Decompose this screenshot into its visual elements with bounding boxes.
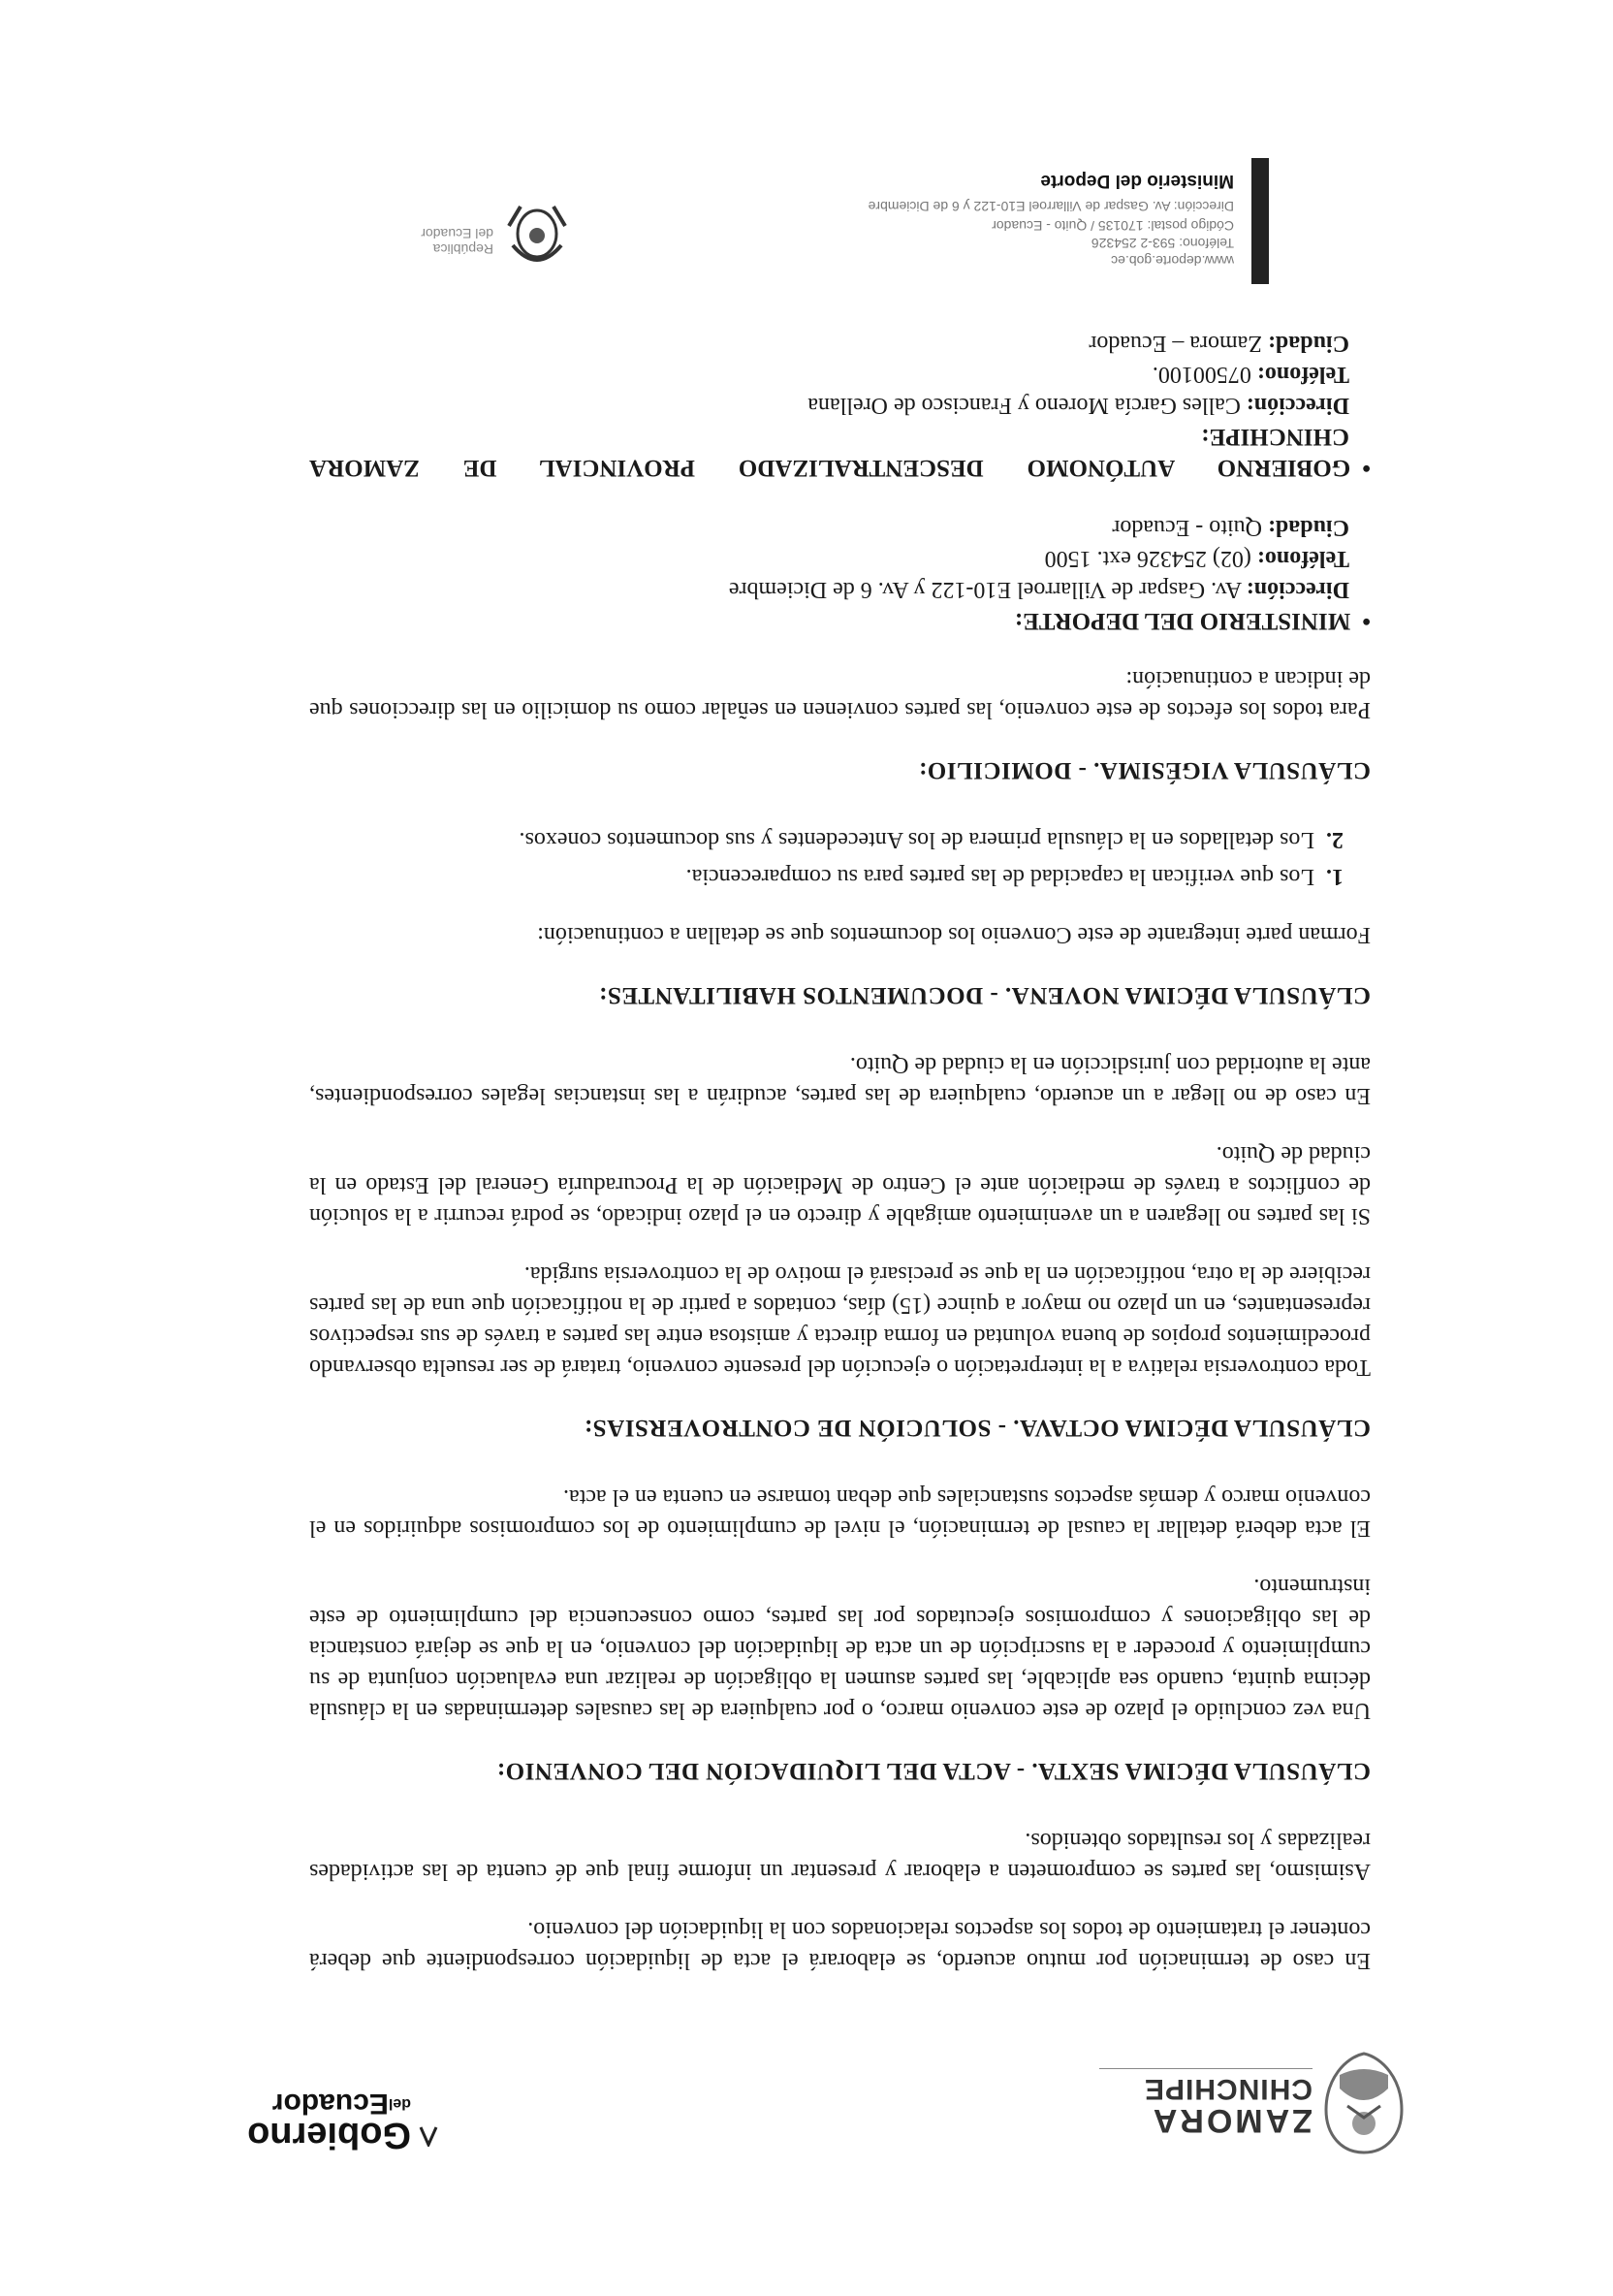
paragraph-domicilio: Para todos los efectos de este convenio, las partes convienen en señalar como su domicilio en las direcciones que de indican a continuación: — [309, 666, 1371, 722]
page-footer — [261, 139, 1269, 284]
heading-clausula-decima-sexta: CLÁUSULA DÉCIMA SEXTA. - ACTA DEL LIQUIDACIÓN DEL CONVENIO: — [496, 1758, 1371, 1784]
footer-web: www.deporte.gob.ec — [1111, 253, 1234, 269]
list-item: 1. Los que verifican la capacidad de las partes para su comparecencia. — [309, 861, 1320, 892]
paragraph-acta: El acta deberá detallar la causal de terminación, el nivel de cumplimiento de los compromisos adquiridos en el convenio marco y demás aspectos sustanciales que deban tomarse en cuenta en el acta. — [309, 1484, 1371, 1541]
zamora-line1: ZAMORA — [1150, 2102, 1313, 2139]
zamora-line2: CHINCHIPE — [1143, 2073, 1313, 2105]
entity-name: • MINISTERIO DEL DEPORTE: — [309, 605, 1371, 636]
paragraph-controversia: Toda controversia relativa a la interpretación o ejecución del presente convenio, tratará de ser resuelta observando procedimientos propios de buena voluntad en forma directa y amistosa entre las partes a través de sus respectivos representantes, en un plazo no mayor a quince (15) días, contados a partir de la notificación que una de las partes recibiere de la otra, notificación en la que se precisará el motivo de la controversia surgida. — [309, 1261, 1371, 1380]
paragraph-informe-final: Asimismo, las partes se comprometen a elaborar y presentar un informe final que dé cuenta de las actividades realizadas y los resultados obtenidos. — [309, 1828, 1371, 1884]
entity-address: Dirección: Calles García Moreno y Francisco de Orellana — [807, 393, 1349, 418]
paragraph-terminacion: En caso de terminación por mutuo acuerdo, se elaborará el acta de liquidación correspondiente que deberá contener el tratamiento de todos los aspectos relacionados con la liquidación del convenio. — [309, 1917, 1371, 1973]
footer-phone: Teléfono: 593-2 254326 — [1091, 236, 1234, 251]
page-header — [0, 2034, 1613, 2160]
paragraph-evaluacion: Una vez concluido el plazo de este convenio marco, o por cualquiera de las causales determinadas en la cláusula décima quinta, cuando sea aplicable, las partes asumen la obligación de realizar una evaluación conjunta de su cumplimiento y proceder a la suscripción de un acta de liquidación del convenio, en la que se dejará constancia de las obligaciones y compromisos ejecutados por las partes, como consecuencia del cumplimiento de este instrumento. — [309, 1574, 1371, 1723]
republica-text: República del Ecuador — [421, 226, 493, 257]
list-item: 2. Los detallados en la cláusula primera de los Antecedentes y sus documentos conexos. — [309, 824, 1320, 855]
heading-clausula-decima-octava: CLÁUSULA DÉCIMA OCTAVA. - SOLUCIÓN DE CONTROVERSIAS: — [584, 1415, 1371, 1441]
ecuador-word: Ecuador — [271, 2088, 389, 2120]
heading-clausula-decima-novena: CLÁUSULA DÉCIMA NOVENA. - DOCUMENTOS HABILITANTES: — [598, 982, 1371, 1008]
entity-city: Ciudad: Zamora – Ecuador — [1089, 331, 1349, 356]
heading-clausula-vigesima: CLÁUSULA VIGÉSIMA. - DOMICILIO: — [918, 757, 1371, 783]
documentos-list — [309, 824, 1371, 892]
footer-postal: Código postal: 170135 / Quito - Ecuador — [992, 218, 1234, 234]
footer-bar — [1251, 158, 1269, 284]
paragraph-instancias: En caso de no llegar a un acuerdo, cualquiera de las partes, acudirán a las instancias legales correspondientes, ante la autoridad con jurisdicción en la ciudad de Quito. — [309, 1052, 1371, 1108]
footer-ministry: Ministerio del Deporte — [1040, 171, 1234, 191]
footer-address: Dirección: Av. Gaspar de Villarroel E10-122 y 6 de Diciembre — [868, 199, 1234, 214]
zamora-emblem-icon — [1317, 2050, 1409, 2156]
ecuador-flag-icon — [419, 2125, 438, 2147]
entity-city: Ciudad: Quito - Ecuador — [1112, 515, 1349, 540]
ecuador-coat-of-arms-icon — [503, 195, 571, 274]
gobierno-ecuador-logo — [207, 2088, 411, 2155]
entity-phone: Teléfono: (02) 254326 ext. 1500 — [1044, 546, 1349, 571]
entity-name-cont: CHINCHIPE: — [1201, 424, 1349, 450]
gobierno-word: Gobierno — [247, 2115, 411, 2155]
entity-name: • GOBIERNO AUTÓNOMO DESCENTRALIZADO PROVINCIAL DE ZAMORA — [309, 452, 1371, 483]
paragraph-documentos: Forman parte integrante de este Convenio los documentos que se detallan a continuación: — [537, 922, 1371, 947]
zamora-chinchipe-logo — [1090, 2040, 1409, 2156]
zamora-rule — [1099, 2068, 1313, 2069]
zamora-logo-text — [1099, 2068, 1313, 2137]
entity-phone: Teléfono: 07500100. — [1152, 362, 1349, 387]
paragraph-mediacion: Si las partes no llegaren a un avenimiento amigable y directo en el plazo indicado, se podrá recurrir a la solución de conflictos a través de mediación ante el Centro de Mediación de la Procuraduría General del Estado en la ciudad de Quito. — [309, 1141, 1371, 1228]
del-word: del — [388, 2095, 411, 2112]
document-body — [309, 299, 1371, 1976]
entity-gad-zamora — [309, 328, 1371, 483]
entity-address: Dirección: Av. Gaspar de Villarroel E10-122 y Av. 6 de Diciembre — [728, 577, 1349, 602]
entity-ministerio — [309, 512, 1371, 636]
